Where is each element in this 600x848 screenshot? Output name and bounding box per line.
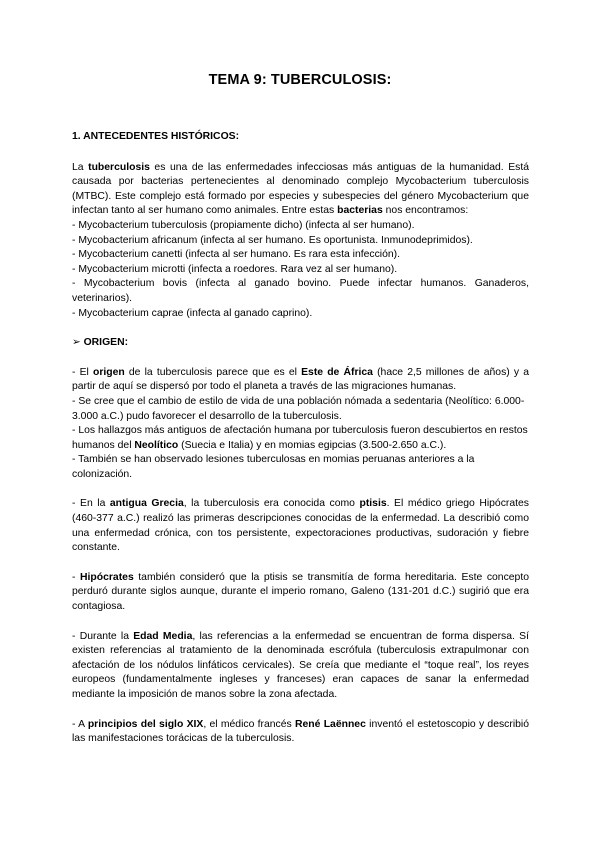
bold-term: René Laënnec <box>295 718 366 730</box>
bold-term: ptisis <box>359 498 387 510</box>
middle-ages-paragraph: - Durante la Edad Media, las referencias a la enfermedad se encuentran de forma dispersa. Sí existen referencias al tratamiento de la denominada escrófula (tuberculosis extrapulmonar con afectación de los nódulos linfáticos cervicales). Se creía que mediante el “toque real”, los reyes europeos (fundamentalmente ingleses y franceses) eran capaces de sanar la enfermedad mediante la imposición de manos sobre la zona afectada. <box>72 630 529 700</box>
subsection-title-origen: ➢ ORIGEN: <box>72 337 129 349</box>
bold-term: principios del siglo XIX <box>87 718 204 730</box>
page-title: TEMA 9: TUBERCULOSIS: <box>208 72 392 88</box>
bold-term: Neolítico <box>134 439 179 451</box>
section-title-antecedentes: 1. ANTECEDENTES HISTÓRICOS: <box>72 131 240 142</box>
list-item: - Mycobacterium microtti (infecta a roedores. Rara vez al ser humano). <box>72 263 398 275</box>
list-item: - Mycobacterium bovis (infecta al ganado bovino. Puede infectar humanos. Ganaderos, veterinarios). <box>72 278 529 304</box>
xix-paragraph: - A principios del siglo XIX, el médico francés René Laënnec inventó el estetoscopio y describió las manifestaciones torácicas de la tuberculosis. <box>72 718 530 745</box>
bold-term: Edad Media <box>133 630 193 642</box>
bold-term: bacterias <box>337 205 383 217</box>
species-list <box>72 219 529 321</box>
origin-paragraph-3: - Los hallazgos más antiguos de afectación humana por tuberculosis fueron descubiertos en restos humanos del Neolítico (Suecia e Italia) y en momias egipcias (3.500-2.650 a.C.). <box>72 425 528 451</box>
origin-paragraph-1: - El origen de la tuberculosis parece que es el Este de África (hace 2,5 millones de años) y a partir de aquí se dispersó por todo el planeta a través de las migraciones humanas. <box>72 366 529 393</box>
list-item: - Mycobacterium tuberculosis (propiamente dicho) (infecta al ser humano). <box>72 219 415 231</box>
list-item: - Mycobacterium caprae (infecta al ganado caprino). <box>72 307 313 319</box>
bold-term: antigua Grecia <box>109 498 184 510</box>
origin-paragraph-4: - También se han observado lesiones tuberculosas en momias peruanas anteriores a la colonización. <box>72 454 475 480</box>
bold-term: Hipócrates <box>80 571 134 583</box>
hippocrates-paragraph: - Hipócrates también consideró que la ptisis se transmitía de forma hereditaria. Este concepto perduró durante siglos aunque, durante el imperio romano, Galeno (131-201 d.C.) sugirió que era contagiosa. <box>72 571 529 613</box>
bold-term: origen <box>92 366 125 378</box>
intro-paragraph: La tuberculosis es una de las enfermedades infecciosas más antiguas de la humanidad. Está causada por bacterias pertenecientes al denominado complejo Mycobacterium tuberculosis (MTBC). Este complejo está formado por especies y subespecies del género Mycobacterium que infectan tanto al ser humano como animales. Entre estas bacterias nos encontramos: <box>72 161 529 217</box>
document-body <box>72 130 529 747</box>
origin-paragraph-2: - Se cree que el cambio de estilo de vida de una población nómada a sedentaria (Neolítico: 6.000-3.000 a.C.) pudo favorecer el desarrollo de la tuberculosis. <box>72 395 525 422</box>
list-item: - Mycobacterium canetti (infecta al ser humano. Es rara esta infección). <box>72 249 401 261</box>
greece-paragraph: - En la antigua Grecia, la tuberculosis era conocida como ptisis. El médico griego Hipócrates (460-377 a.C.) realizó las primeras descripciones conocidas de la enfermedad. La describió como una enfermedad crónica, con tos persistente, expectoraciones productivas, sudoración y fiebre constante. <box>72 498 529 554</box>
list-item: - Mycobacterium africanum (infecta al ser humano. Es oportunista. Inmunodeprimidos). <box>72 234 473 246</box>
bold-term: Este de África <box>301 366 373 378</box>
bold-term: tuberculosis <box>88 161 150 173</box>
